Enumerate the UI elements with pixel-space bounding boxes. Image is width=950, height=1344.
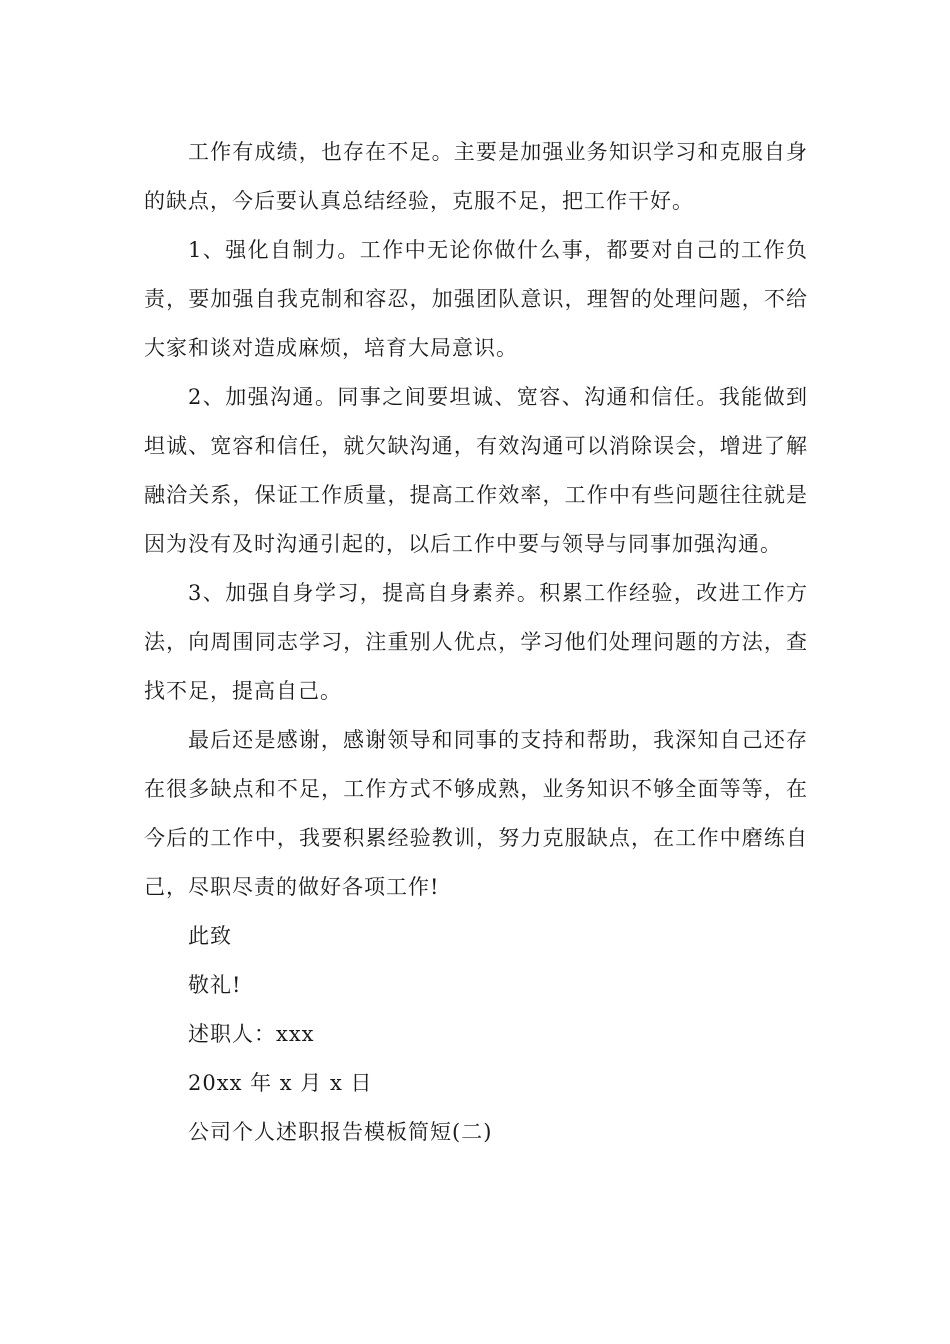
date-line: 20xx 年 x 月 x 日 xyxy=(188,1071,373,1095)
paragraph-item-3: 3、加强自身学习，提高自身素养。积累工作经验，改进工作方法，向周围同志学习，注重别人优点，学习他们处理问题的方法，查找不足，提高自己。 xyxy=(144,581,808,703)
closing-text: 此致 xyxy=(188,924,232,948)
salutation-text: 敬礼! xyxy=(188,973,242,997)
signature-line: 述职人：xxx xyxy=(188,1022,315,1046)
paragraph-summary: 工作有成绩，也存在不足。主要是加强业务知识学习和克服自身的缺点，今后要认真总结经验，克服不足，把工作干好。 xyxy=(144,140,808,213)
paragraph-thanks: 最后还是感谢，感谢领导和同事的支持和帮助，我深知自己还存在很多缺点和不足，工作方式不够成熟，业务知识不够全面等等，在今后的工作中，我要积累经验教训，努力克服缺点，在工作中磨练自己，尽职尽责的做好各项工作! xyxy=(144,728,808,899)
next-section-title: 公司个人述职报告模板简短(二) xyxy=(188,1120,493,1144)
document-body xyxy=(144,128,808,1157)
paragraph-item-1: 1、强化自制力。工作中无论你做什么事，都要对自己的工作负责，要加强自我克制和容忍，加强团队意识，理智的处理问题，不给大家和谈对造成麻烦，培育大局意识。 xyxy=(144,238,808,360)
paragraph-item-2: 2、加强沟通。同事之间要坦诚、宽容、沟通和信任。我能做到坦诚、宽容和信任，就欠缺沟通，有效沟通可以消除误会，增进了解融洽关系，保证工作质量，提高工作效率，工作中有些问题往往就是因为没有及时沟通引起的，以后工作中要与领导与同事加强沟通。 xyxy=(144,385,808,556)
